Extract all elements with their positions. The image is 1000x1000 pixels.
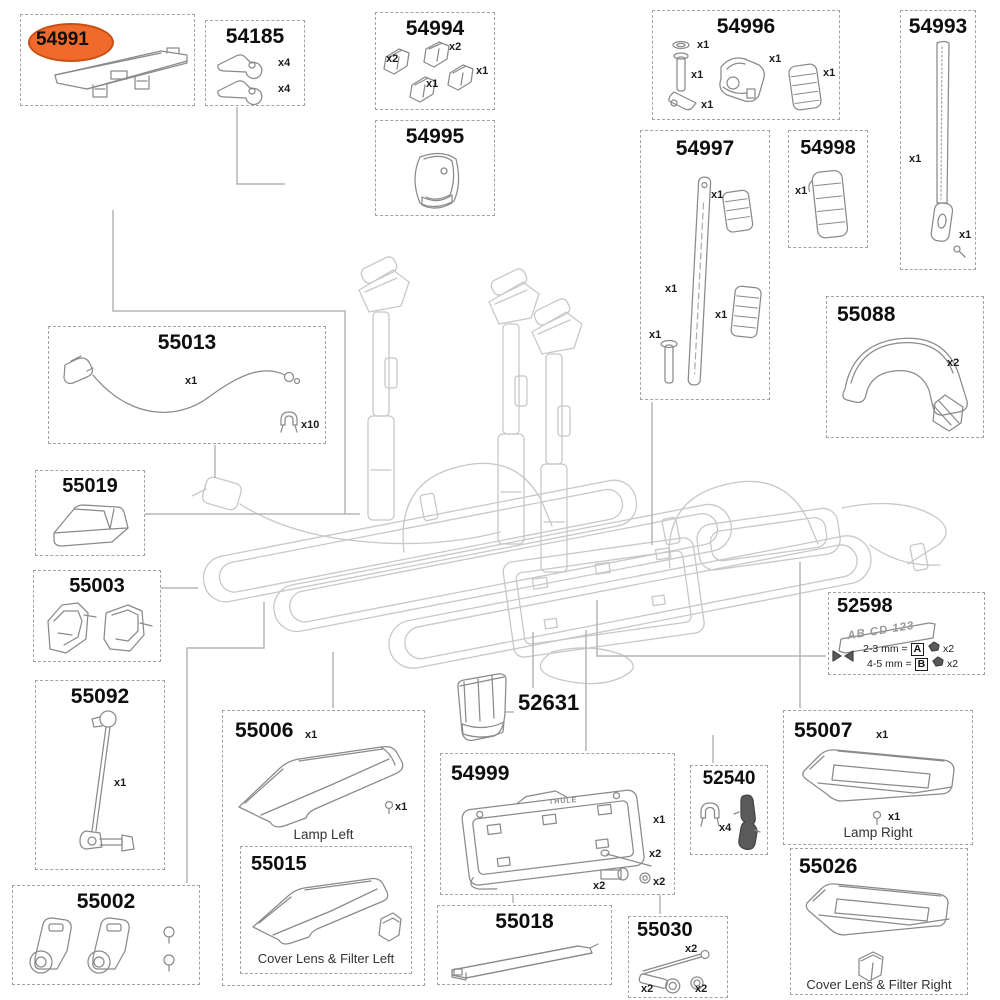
quantity-label: x1: [185, 375, 198, 387]
lock-knob-kit-drawing: [663, 39, 831, 115]
part-number: 54995: [405, 125, 465, 148]
wedge-parts-drawing: [382, 41, 490, 107]
quantity-label: x2: [449, 41, 462, 53]
part-box-54994: [375, 12, 495, 110]
plate-sample-text: AB CD 123: [846, 619, 916, 643]
part-number: 55019: [62, 475, 118, 497]
part-box-55018: [437, 905, 612, 985]
quantity-label: x4: [278, 57, 291, 69]
part-number: 54997: [675, 137, 735, 160]
quantity-label: x2: [649, 848, 662, 860]
part-box-54997: [640, 130, 770, 400]
light-cable-drawing: [57, 349, 319, 441]
quantity-label: x1: [691, 69, 704, 81]
quantity-label: x1: [876, 729, 889, 741]
part-number: 54999: [451, 762, 510, 785]
quantity-label: x1: [653, 814, 666, 826]
basket-part-drawing: [452, 666, 514, 748]
part-box-55026: [790, 848, 968, 995]
part-box-54999: [440, 753, 675, 895]
part-box-54993: [900, 10, 976, 270]
part-number: 52598: [837, 595, 893, 617]
part-number: 52540: [702, 768, 756, 789]
quantity-label: x10: [301, 419, 320, 431]
wedge-block-drawing: [46, 499, 138, 551]
lever-parts-drawing: [214, 51, 276, 103]
part-number: 55007: [794, 719, 853, 742]
quantity-label: x1: [959, 229, 972, 241]
quantity-label: x1: [888, 811, 901, 823]
part-number: 55018: [495, 910, 554, 933]
mm-row: [867, 656, 958, 671]
lamp-right-drawing: [794, 743, 964, 807]
part-number: 54993: [908, 15, 968, 38]
part-caption: Cover Lens & Filter Left: [257, 951, 395, 966]
quantity-label: x2: [653, 876, 666, 888]
quantity-label: x1: [701, 99, 714, 111]
strap-and-pads-drawing: [647, 169, 765, 393]
part-caption: Lamp Right: [843, 825, 913, 840]
part-number: 55088: [837, 303, 896, 326]
part-number: 54185: [225, 25, 285, 48]
quantity-label: x2: [593, 880, 606, 892]
part-number: 52631: [518, 690, 580, 715]
quantity-label: x2: [386, 53, 399, 65]
mm-row: [863, 641, 954, 656]
quantity-label: x2: [685, 943, 698, 955]
mm-label: 4-5 mm =: [867, 658, 912, 670]
quantity-label: x1: [711, 189, 724, 201]
badge-a: A: [911, 643, 925, 656]
part-number: 55013: [157, 331, 217, 354]
thule-logo-text: THULE: [548, 797, 578, 806]
quantity-label: x1: [665, 283, 678, 295]
mm-qty: x2: [943, 643, 955, 655]
part-box-54185: [205, 20, 305, 106]
part-box-55007: [783, 710, 973, 845]
part-box-55015: [240, 846, 412, 974]
part-box-54995: [375, 120, 495, 216]
quantity-label: x1: [697, 39, 710, 51]
part-box-55030: [628, 916, 728, 998]
part-caption: Cover Lens & Filter Right: [806, 977, 952, 992]
quantity-label: x2: [947, 357, 960, 369]
part-number: 55006: [235, 719, 294, 742]
part-box-55013: [48, 326, 326, 444]
quantity-label: x2: [641, 983, 654, 995]
cover-lens-right-drawing: [799, 879, 961, 951]
clip-a-icon: [927, 641, 940, 652]
part-number: 55015: [251, 853, 307, 875]
quantity-label: x1: [476, 65, 489, 77]
badge-b: B: [915, 658, 929, 671]
part-number: 54991: [36, 29, 89, 50]
part-number: 54994: [405, 17, 465, 40]
quantity-label: x1: [769, 53, 782, 65]
tilt-rod-drawing: [46, 709, 156, 863]
part-number: 54998: [800, 137, 856, 159]
arrows-icon: [832, 649, 854, 663]
quantity-label: x1: [909, 153, 922, 165]
part-box-55088: [826, 296, 984, 438]
part-box-52598: [828, 592, 985, 675]
ramp-arch-drawing: [835, 331, 977, 433]
part-number: 55026: [799, 855, 858, 878]
mm-label: 2-3 mm =: [863, 643, 908, 655]
mm-qty: x2: [947, 658, 959, 670]
quantity-label: x1: [114, 777, 127, 789]
clip-b-icon: [931, 656, 944, 667]
part-box-55003: [33, 570, 161, 662]
part-caption: Lamp Left: [293, 827, 354, 842]
quantity-label: x1: [823, 67, 836, 79]
quantity-label: x1: [426, 78, 439, 90]
part-number: 55092: [70, 685, 130, 708]
holder-shell-drawing: [408, 149, 466, 211]
part-box-54998: [788, 130, 868, 248]
part-number: 54996: [716, 15, 776, 38]
part-box-54991: [20, 14, 195, 106]
lamp-left-drawing: [231, 743, 419, 829]
quantity-label: x1: [395, 801, 408, 813]
cover-lens-left-drawing: [247, 875, 407, 947]
part-box-52540: [690, 765, 768, 855]
part-box-54996: [652, 10, 840, 120]
rail-profile-drawing: [446, 936, 604, 982]
bracket-parts-drawing: [40, 599, 156, 657]
ratchet-pad-drawing: [807, 165, 857, 243]
quantity-label: x4: [278, 83, 291, 95]
quantity-label: x4: [719, 822, 732, 834]
part-box-55092: [35, 680, 165, 870]
wheel-stop-levers-drawing: [21, 914, 193, 980]
quantity-label: x1: [795, 185, 808, 197]
part-number: 55002: [76, 890, 136, 913]
quantity-label: x1: [649, 329, 662, 341]
quantity-label: x1: [715, 309, 728, 321]
quantity-label: x2: [695, 983, 708, 995]
part-box-55002: [12, 885, 200, 985]
part-number: 55030: [637, 919, 693, 941]
clip-and-strap-drawing: [695, 790, 765, 852]
part-number: 55003: [69, 575, 125, 597]
part-box-55019: [35, 470, 145, 556]
quantity-label: x1: [305, 729, 318, 741]
